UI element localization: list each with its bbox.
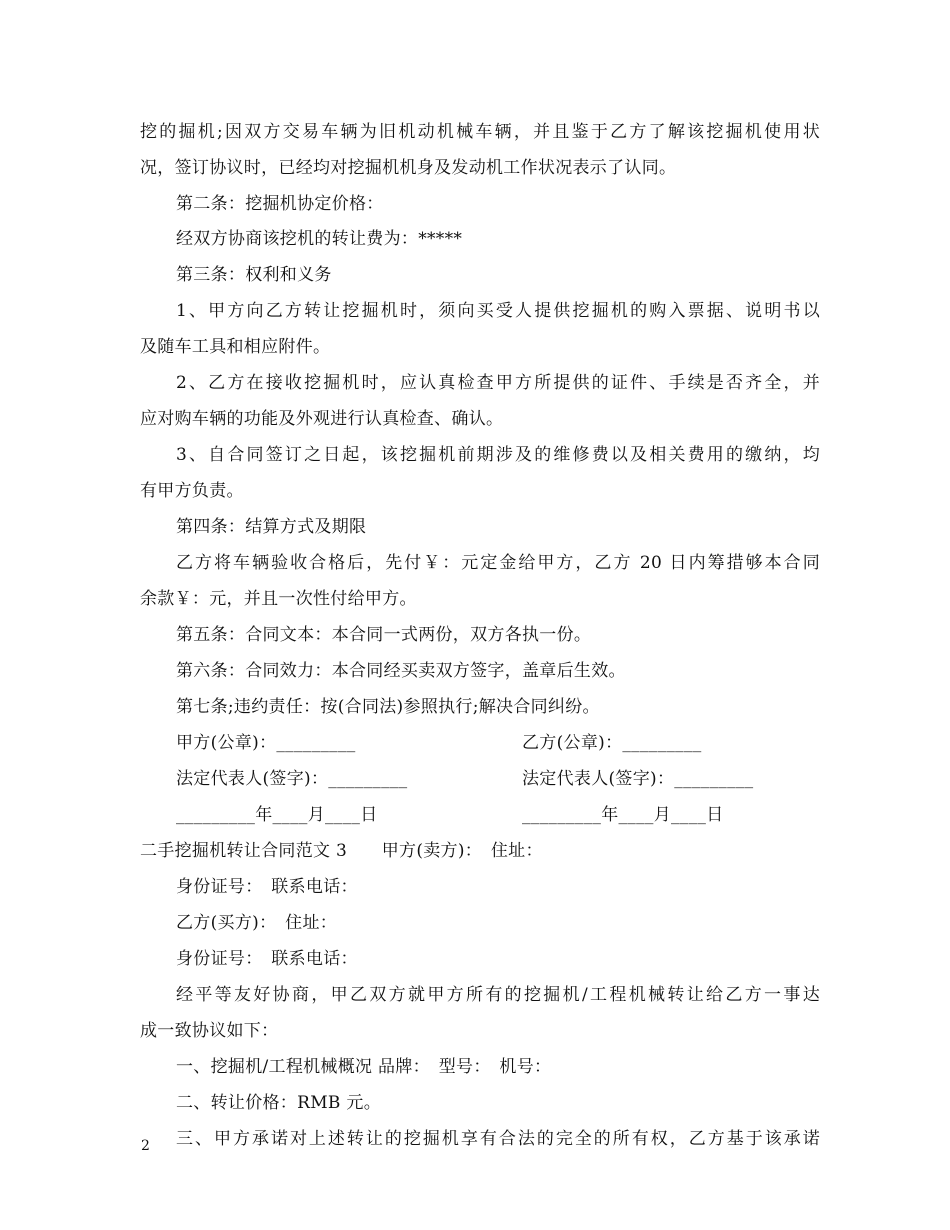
section-title: 二手挖掘机转让合同范文 3 甲方(卖方)： 住址： [140, 841, 543, 861]
paragraph-line: 身份证号： 联系电话： [176, 877, 358, 897]
paragraph-line: 及随车工具和相应附件。 [140, 337, 331, 357]
paragraph-line: 挖的掘机;因双方交易车辆为旧机动机械车辆，并且鉴于乙方了解该挖掘机使用状 [140, 122, 820, 142]
paragraph-line: 有甲方负责。 [140, 481, 244, 501]
clause-heading: 第五条：合同文本：本合同一式两份，双方各执一份。 [176, 625, 592, 645]
paragraph-line: 身份证号： 联系电话： [176, 949, 358, 969]
paragraph-line: 二、转让价格：RMB 元。 [176, 1093, 382, 1113]
paragraph-line: 2、乙方在接收挖掘机时，应认真检查甲方所提供的证件、手续是否齐全，并 [176, 373, 820, 393]
paragraph-line: 乙方(买方)： 住址： [176, 913, 338, 933]
clause-heading: 第三条：权利和义务 [176, 265, 332, 285]
paragraph-line: 况，签订协议时，已经均对挖掘机机身及发动机工作状况表示了认同。 [140, 158, 677, 178]
party-a-seal-line: 甲方(公章)：_________ [176, 733, 356, 753]
paragraph-line: 成一致协议如下： [140, 1021, 279, 1041]
paragraph-line: 应对购车辆的功能及外观进行认真检查、确认。 [140, 409, 504, 429]
party-b-date-line: _________年____月____日 [522, 805, 724, 825]
clause-heading: 第四条：结算方式及期限 [176, 517, 367, 537]
paragraph-line: 经双方协商该挖机的转让费为：***** [176, 229, 463, 249]
paragraph-line: 一、挖掘机/工程机械概况 品牌： 型号： 机号： [176, 1057, 552, 1077]
clause-heading: 第六条：合同效力：本合同经买卖双方签字，盖章后生效。 [176, 661, 626, 681]
paragraph-line: 1、甲方向乙方转让挖掘机时，须向买受人提供挖掘机的购入票据、说明书以 [176, 301, 820, 321]
page-number: 2 [141, 1138, 150, 1154]
party-a-date-line: _________年____月____日 [176, 805, 378, 825]
paragraph-line: 余款￥：元，并且一次性付给甲方。 [140, 589, 417, 609]
party-b-seal-line: 乙方(公章)：_________ [522, 733, 702, 753]
paragraph-line: 3、自合同签订之日起，该挖掘机前期涉及的维修费以及相关费用的缴纳，均 [176, 445, 820, 465]
party-a-representative-line: 法定代表人(签字)：_________ [176, 769, 408, 789]
paragraph-line: 经平等友好协商，甲乙双方就甲方所有的挖掘机/工程机械转让给乙方一事达 [176, 985, 820, 1005]
paragraph-line: 三、甲方承诺对上述转让的挖掘机享有合法的完全的所有权，乙方基于该承诺 [176, 1129, 820, 1149]
clause-heading: 第七条;违约责任：按(合同法)参照执行;解决合同纠纷。 [176, 697, 600, 717]
clause-heading: 第二条：挖掘机协定价格： [176, 194, 384, 214]
paragraph-line: 乙方将车辆验收合格后，先付￥：元定金给甲方，乙方 20 日内筹措够本合同 [176, 553, 820, 573]
party-b-representative-line: 法定代表人(签字)：_________ [522, 769, 754, 789]
